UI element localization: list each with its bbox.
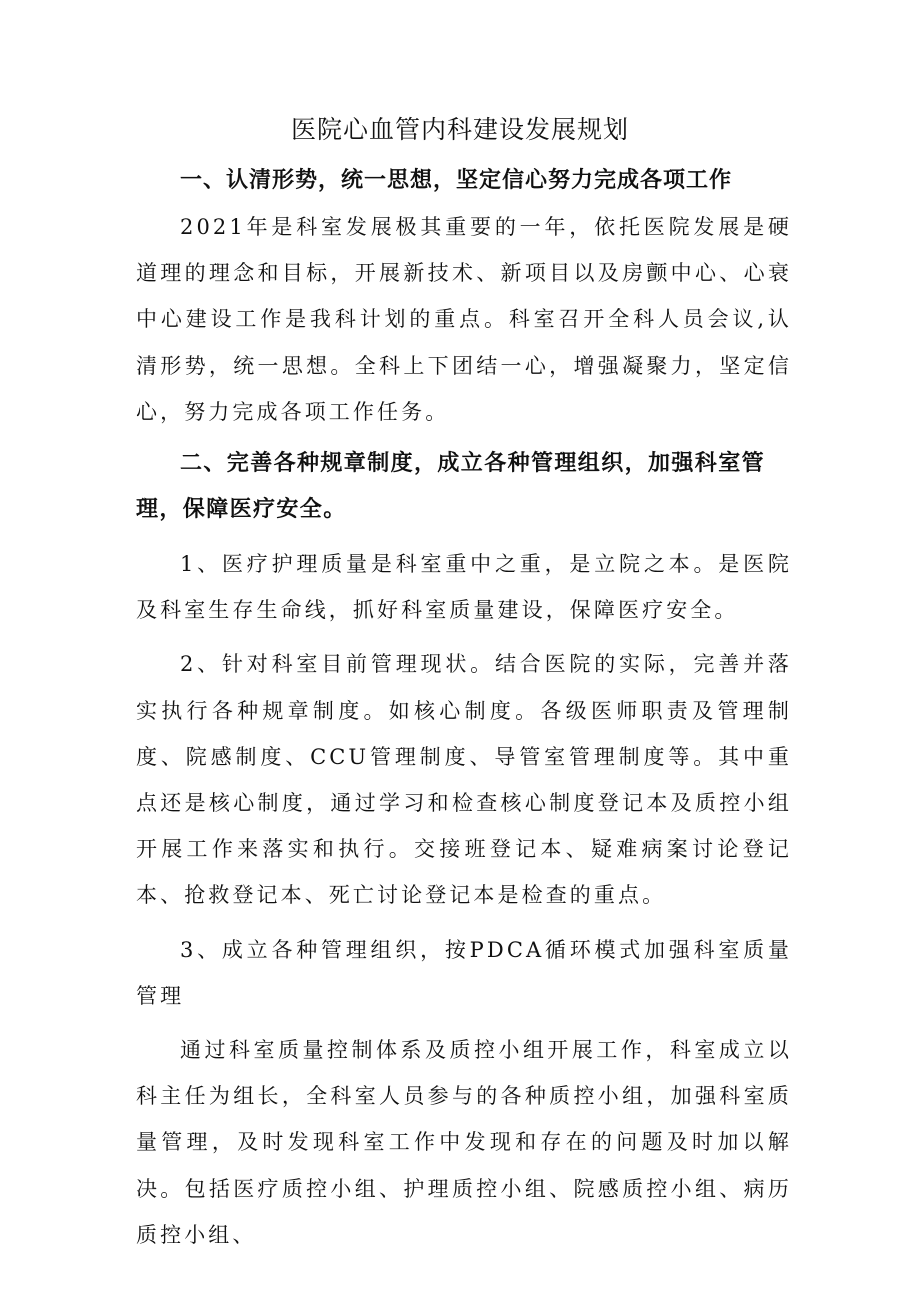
section-1-heading: 一、认清形势，统一思想，坚定信心努力完成各项工作 — [180, 168, 733, 193]
section-1-paragraph: 2021年是科室发展极其重要的一年，依托医院发展是硬道理的理念和目标，开展新技术、新项目以及房颤中心、心衰中心建设工作是我科计划的重点。科室召开全科人员会议,认清形势，统一思想。全科上下团结一心，增强凝聚力，坚定信心，努力完成各项工作任务。 — [136, 215, 792, 424]
section-2-item-3-detail: 通过科室质量控制体系及质控小组开展工作，科室成立以科主任为组长，全科室人员参与的各种质控小组，加强科室质量管理，及时发现科室工作中发现和存在的问题及时加以解决。包括医疗质控小组、护理质控小组、院感质控小组、病历质控小组、 — [136, 1038, 792, 1247]
document-title: 医院心血管内科建设发展规划 — [290, 115, 629, 144]
document-body — [136, 158, 792, 1258]
section-2-item-2: 2、针对科室目前管理现状。结合医院的实际，完善并落实执行各种规章制度。如核心制度。各级医师职责及管理制度、院感制度、CCU管理制度、导管室管理制度等。其中重点还是核心制度，通过学习和检查核心制度登记本及质控小组开展工作来落实和执行。交接班登记本、疑难病案讨论登记本、抢救登记本、死亡讨论登记本是检查的重点。 — [136, 652, 792, 908]
section-2-item-1: 1、医疗护理质量是科室重中之重，是立院之本。是医院及科室生存生命线，抓好科室质量建设，保障医疗安全。 — [136, 552, 792, 623]
section-2-heading: 二、完善各种规章制度，成立各种管理组织，加强科室管理，保障医疗安全。 — [136, 451, 766, 523]
section-2-item-3: 3、成立各种管理组织，按PDCA循环模式加强科室质量管理 — [136, 937, 792, 1008]
